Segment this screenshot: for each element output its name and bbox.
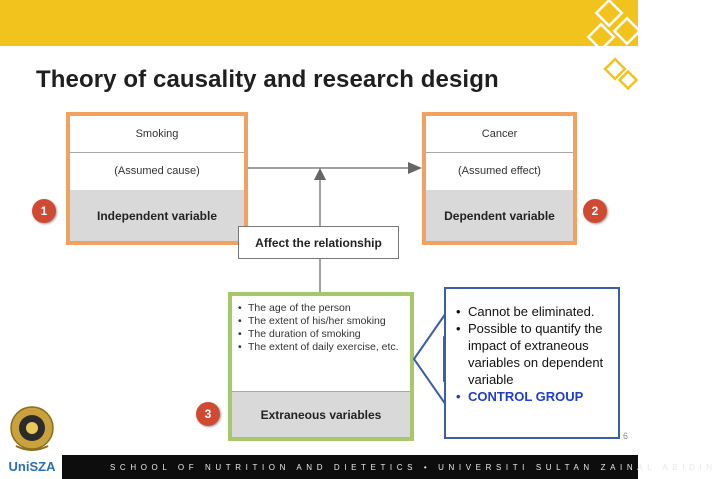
independent-variable-label: Independent variable <box>70 190 244 241</box>
callout-item: • Possible to quantify the impact of extraneous variables on dependent variable <box>456 320 612 388</box>
independent-variable-box <box>66 112 248 245</box>
callout-item: • Cannot be eliminated. <box>456 303 612 320</box>
extraneous-variables-label: Extraneous variables <box>232 391 410 437</box>
list-item: • The extent of daily exercise, etc. <box>238 341 404 354</box>
badge-1: 1 <box>32 199 56 223</box>
affect-relationship-box: Affect the relationship <box>238 226 399 259</box>
badge-3: 3 <box>196 402 220 426</box>
list-item: • The extent of his/her smoking <box>238 315 404 328</box>
badge-2: 2 <box>583 199 607 223</box>
dependent-variable-box <box>422 112 577 245</box>
dependent-variable-label: Dependent variable <box>426 190 573 241</box>
page-number: 6 <box>623 431 629 441</box>
extraneous-variables-box <box>228 292 414 441</box>
footer-bar: SCHOOL OF NUTRITION AND DIETETICS • UNIVERSITI SULTAN ZAINAL ABIDIN <box>62 455 638 479</box>
list-item: • The age of the person <box>238 302 404 315</box>
callout-box <box>444 287 620 439</box>
extraneous-list <box>238 302 404 354</box>
logo-text: UniSZA <box>8 459 56 474</box>
cause-name: Smoking <box>70 116 244 153</box>
effect-role: (Assumed effect) <box>426 152 573 191</box>
slide-title: Theory of causality and research design <box>36 66 499 93</box>
cause-role: (Assumed cause) <box>70 152 244 191</box>
list-item: • The duration of smoking <box>238 328 404 341</box>
control-group-item: • CONTROL GROUP <box>456 388 612 405</box>
effect-name: Cancer <box>426 116 573 153</box>
